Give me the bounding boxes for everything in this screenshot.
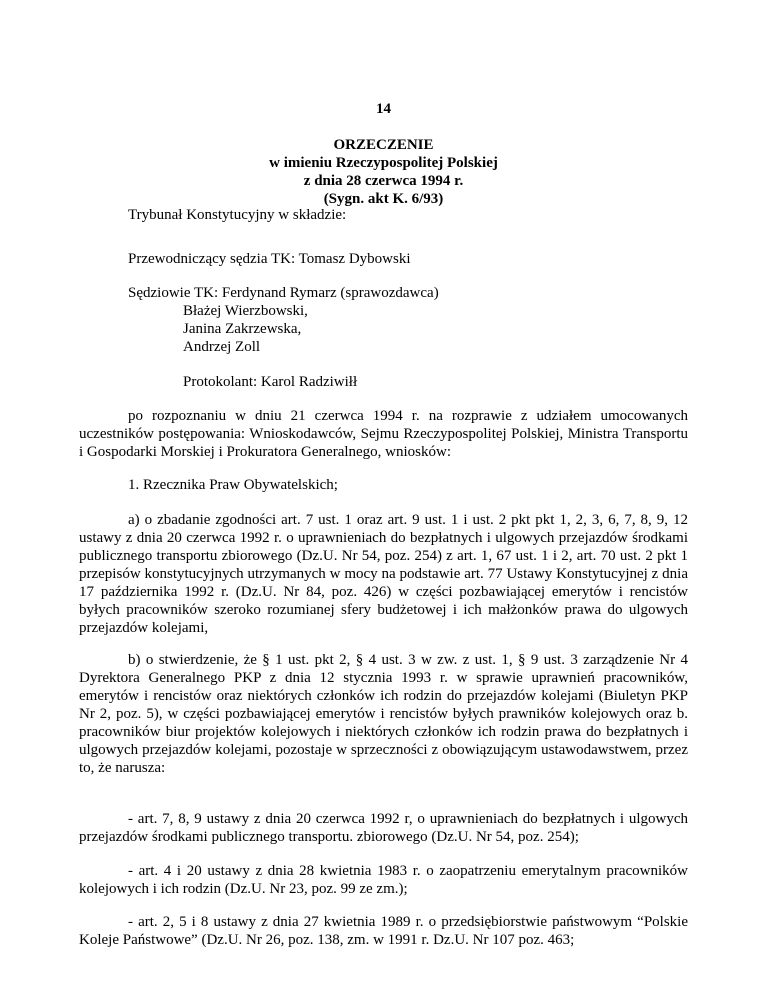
document-subtitle: w imieniu Rzeczypospolitej Polskiej bbox=[269, 155, 498, 171]
document-title: ORZECZENIE bbox=[333, 137, 434, 153]
paragraph-provision-2: - art. 4 i 20 ustawy z dnia 28 kwietnia 1983 r. o zaopatrzeniu emerytalnym pracowników kolejowych i ich rodzin (Dz.U. Nr 23, poz. 99 ze zm.); bbox=[79, 863, 688, 897]
judge-item: Błażej Wierzbowski, bbox=[183, 303, 308, 319]
paragraph-applicant: 1. Rzecznika Praw Obywatelskich; bbox=[128, 477, 338, 493]
document-signature: (Sygn. akt K. 6/93) bbox=[323, 191, 444, 207]
judge-item: Andrzej Zoll bbox=[183, 339, 261, 355]
court-clerk: Protokolant: Karol Radziwiłł bbox=[183, 374, 358, 390]
judge-item: Janina Zakrzewska, bbox=[183, 321, 302, 337]
document-number: 14 bbox=[376, 101, 391, 117]
paragraph-point-a: a) o zbadanie zgodności art. 7 ust. 1 oraz art. 9 ust. 1 i ust. 2 pkt pkt 1, 2, 3, 6, 7, 8, 9, 12 ustawy z dnia 20 czerwca 1992 r. o uprawnieniach do bezpłatnych i ulgowych przejazdów środkami publicznego transportu zbiorowego (Dz.U. Nr 54, poz. 254) z art. 1, 67 ust. 1 i 2, art. 70 ust. 2 pkt 1 przepisów konstytucyjnych utrzymanych w mocy na podstawie art. 77 Ustawy Konstytucyjnej z dnia 17 października 1992 r. (Dz.U. Nr 84, poz. 426) w części pozbawiającej emerytów i rencistów byłych pracowników szeroko rozumianej sfery budżetowej i ich małżonków prawa do ulgowych przejazdów kolejami, bbox=[79, 512, 688, 636]
document-date: z dnia 28 czerwca 1994 r. bbox=[303, 173, 464, 189]
chair-judge: Przewodniczący sędzia TK: Tomasz Dybowski bbox=[128, 251, 411, 267]
judges-label: Sędziowie TK: Ferdynand Rymarz (sprawozdawca) bbox=[128, 285, 439, 301]
composition-intro: Trybunał Konstytucyjny w składzie: bbox=[128, 207, 347, 223]
paragraph-proceedings: po rozpoznaniu w dniu 21 czerwca 1994 r. na rozprawie z udziałem umocowanych uczestników postępowania: Wnioskodawców, Sejmu Rzeczypospolitej Polskiej, Ministra Transportu i Gospodarki Morskiej i Prokuratora Generalnego, wniosków: bbox=[79, 408, 688, 460]
document-title-block bbox=[79, 136, 688, 208]
paragraph-point-b: b) o stwierdzenie, że § 1 ust. pkt 2, § 4 ust. 3 w zw. z ust. 1, § 9 ust. 3 zarządzenie Nr 4 Dyrektora Generalnego PKP z dnia 12 stycznia 1993 r. w sprawie uprawnień pracowników, emerytów i rencistów oraz niektórych członków ich rodzin do przejazdów kolejami (Biuletyn PKP Nr 2, poz. 5), w części pozbawiającej emerytów i rencistów byłych prawników kolejowych oraz b. pracowników biur projektów kolejowych i niektórych członków ich rodzin prawa do bezpłatnych i ulgowych przejazdów kolejami, pozostaje w sprzeczności z obowiązującym ustawodawstwem, przez to, że narusza: bbox=[79, 652, 688, 776]
paragraph-provision-1: - art. 7, 8, 9 ustawy z dnia 20 czerwca 1992 r, o uprawnieniach do bezpłatnych i ulgowych przejazdów środkami publicznego transportu. zbiorowego (Dz.U. Nr 54, poz. 254); bbox=[79, 811, 688, 845]
paragraph-provision-3: - art. 2, 5 i 8 ustawy z dnia 27 kwietnia 1989 r. o przedsiębiorstwie państwowym “Polskie Koleje Państwowe” (Dz.U. Nr 26, poz. 138, zm. w 1991 r. Dz.U. Nr 107 poz. 463; bbox=[79, 914, 688, 948]
